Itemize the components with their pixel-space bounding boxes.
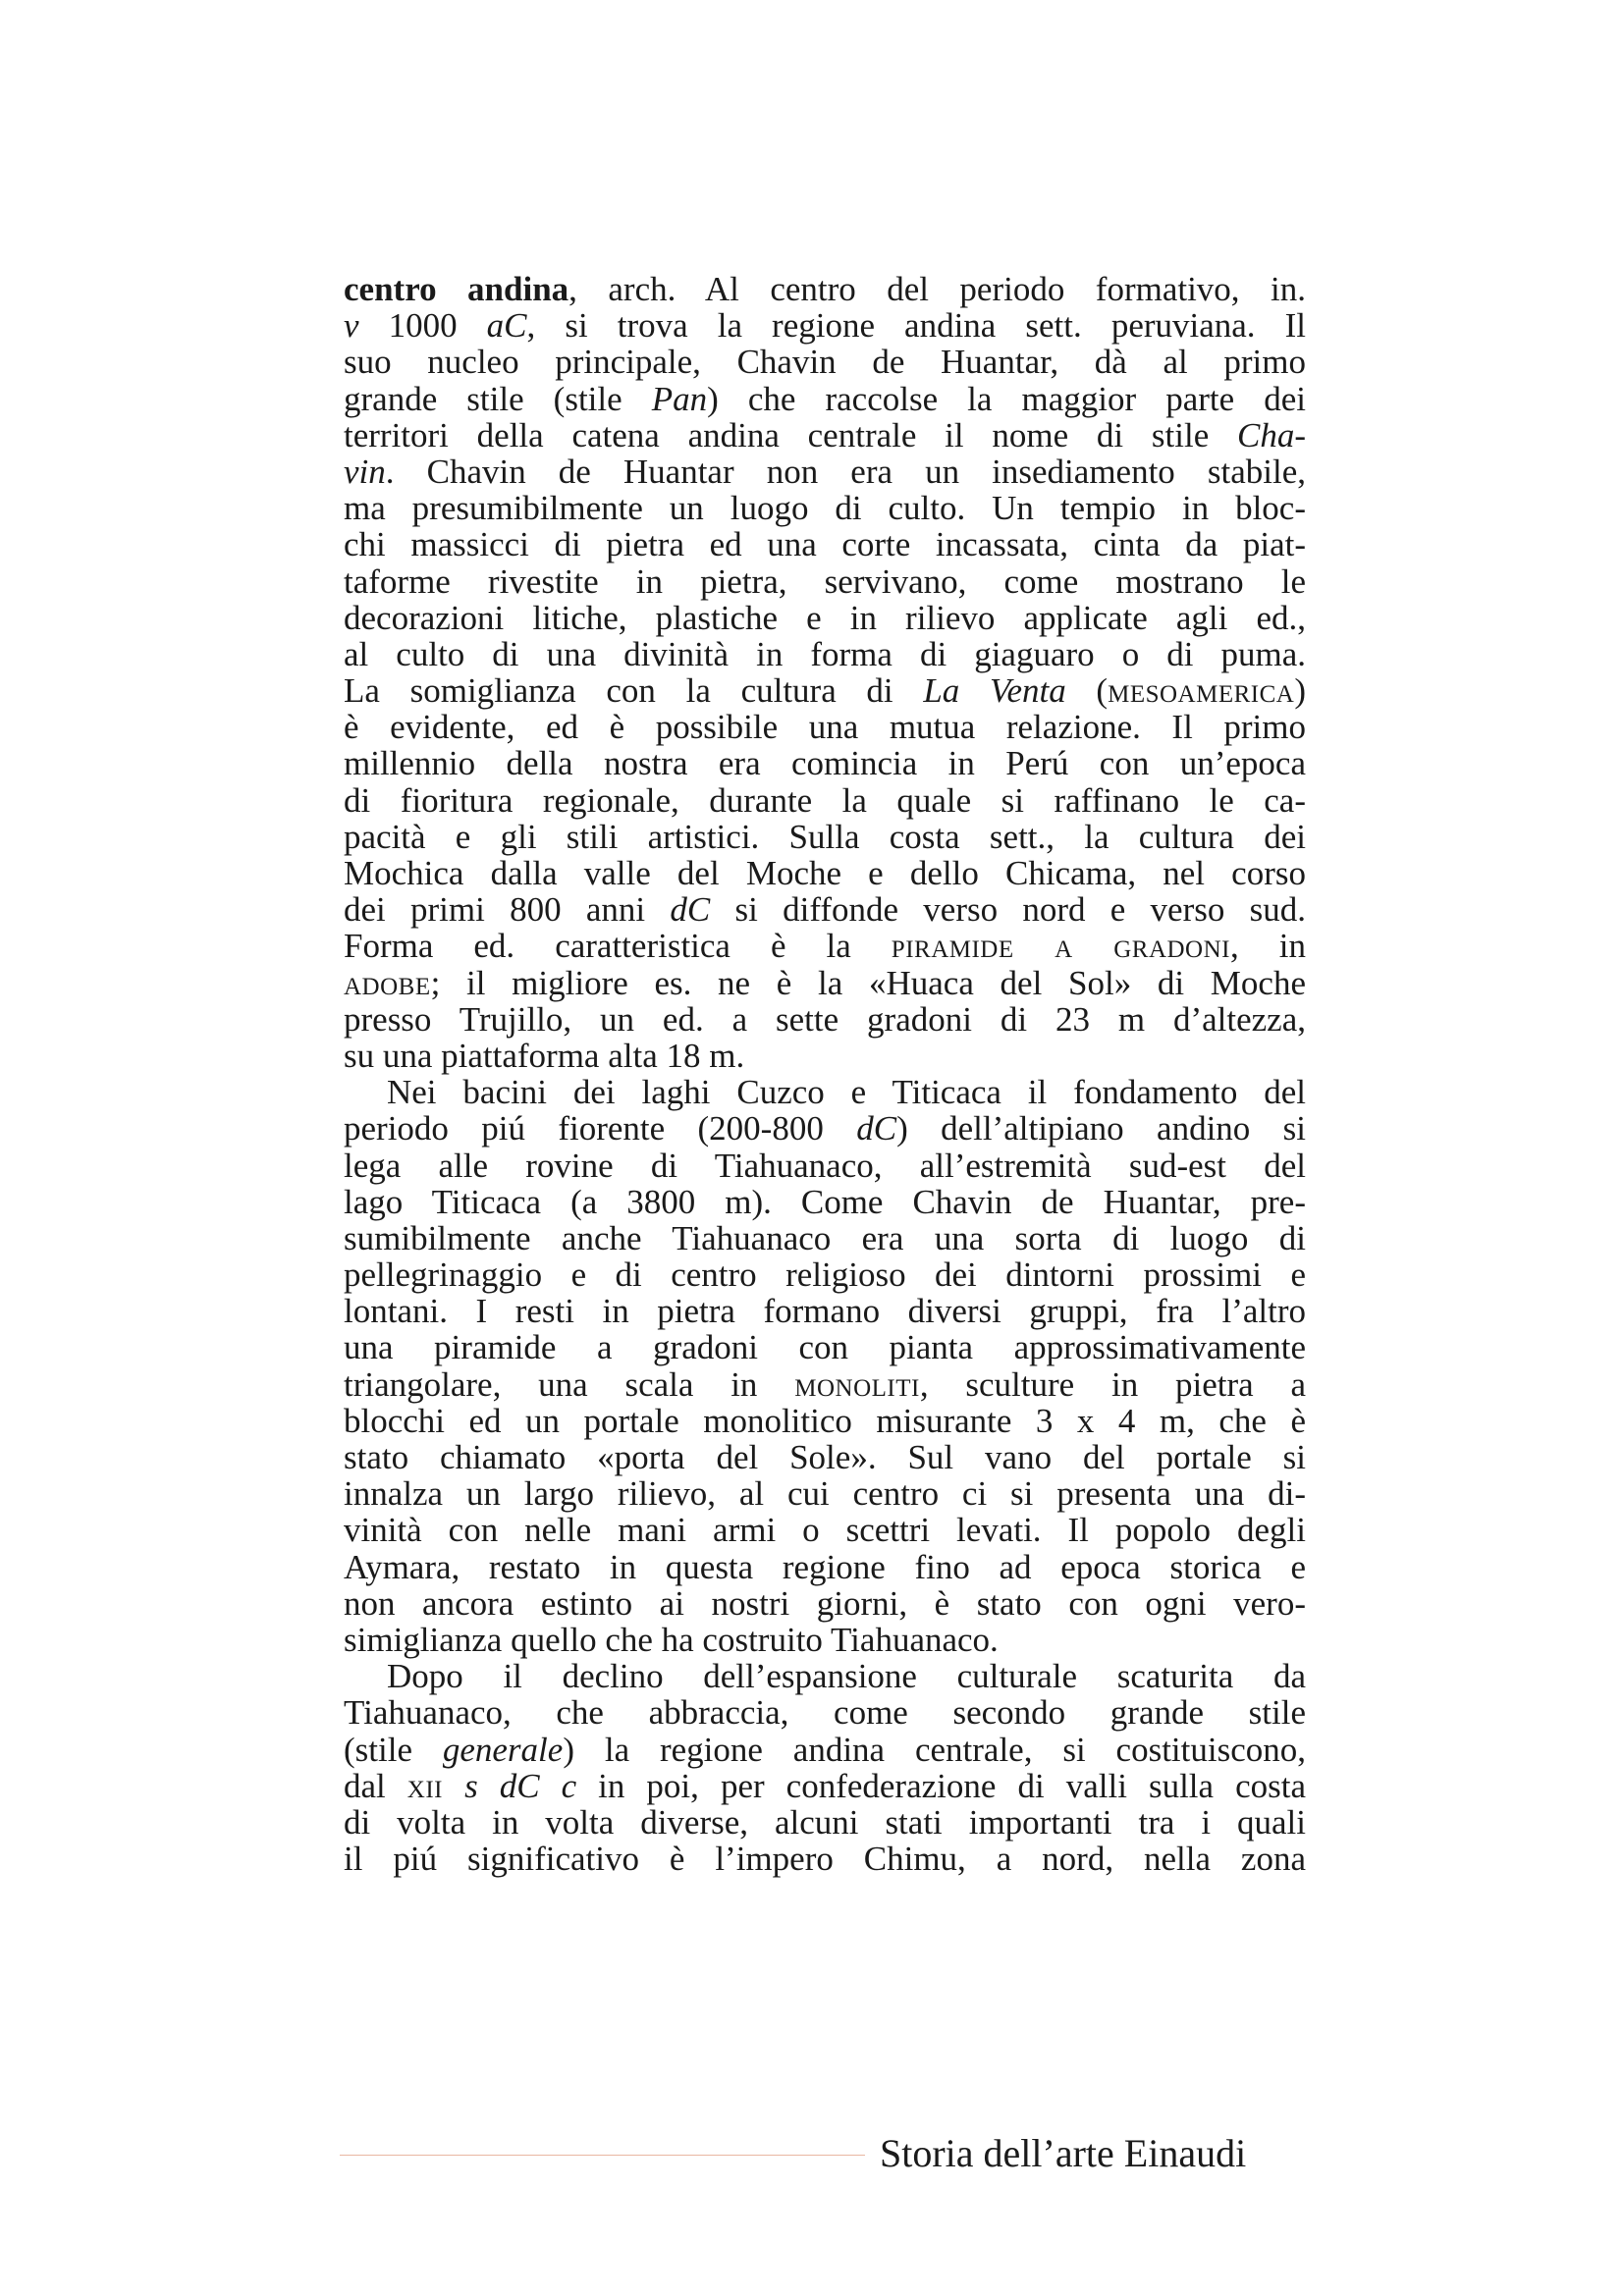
text-span-sc: mesoamerica [1108,671,1295,711]
text-span: stato chiamato «porta del Sole». Sul vano del portale si [344,1438,1306,1476]
text-span: una piramide a gradoni con pianta approssimativamente [344,1328,1306,1367]
text-span: lontani. I resti in pietra formano diversi gruppi, fra l’altro [344,1292,1306,1331]
text-line [344,745,1306,781]
text-line [344,526,1306,562]
text-span: dal [344,1766,407,1805]
text-line [344,454,1306,490]
text-span: ) che raccolse la maggior parte dei [707,379,1306,418]
text-span-sc: piramide a gradoni [891,927,1230,966]
text-span [443,1767,464,1805]
text-line [344,636,1306,672]
text-line [344,1110,1306,1147]
text-line [344,1732,1306,1768]
text-span: territori della catena andina centrale il nome di stile [344,415,1237,454]
text-span: millennio della nostra era comincia in Perú con un’epoca [344,744,1306,783]
text-span: ( [1065,671,1109,711]
text-line [344,1366,1306,1403]
text-span: di volta in volta diverse, alcuni stati importanti tra i quali [344,1802,1306,1842]
text-span: , si trova la regione andina sett. peruviana. Il [526,306,1306,346]
text-line [344,1439,1306,1475]
text-span: decorazioni litiche, plastiche e in rilievo applicate agli ed., [344,598,1306,637]
text-line [344,1658,1306,1694]
text-line [344,307,1306,344]
text-span: simiglianza quello che ha costruito Tiahuanaco. [344,1620,999,1659]
text-line [344,855,1306,891]
text-span-it: vin [344,452,386,491]
text-line [344,1293,1306,1329]
text-line [344,1475,1306,1512]
text-span: 1000 [358,306,487,346]
text-span: ma presumibilmente un luogo di culto. Un tempio in bloc- [344,489,1306,528]
text-span: è evidente, ed è possibile una mutua relazione. Il primo [344,708,1306,747]
footer-rule [340,2155,865,2156]
text-span: triangolare, una scala in [344,1364,795,1404]
text-span: sumibilmente anche Tiahuanaco era una sorta di luogo di [344,1218,1306,1257]
text-span: innalza un largo rilievo, al cui centro ci si presenta una di- [344,1474,1306,1514]
text-span: pellegrinaggio e di centro religioso dei dintorni prossimi e [344,1255,1306,1295]
text-line [344,1694,1306,1731]
text-line [344,1148,1306,1184]
text-line [344,381,1306,417]
text-span: Aymara, restato in questa regione fino ad epoca storica e [344,1547,1306,1586]
text-line [344,563,1306,600]
text-span: suo nucleo principale, Chavin de Huantar, dà al primo [344,343,1306,382]
text-span: il piú significativo è l’impero Chimu, a nord, nella zona [344,1840,1306,1879]
text-span-it: dC [856,1109,897,1148]
text-span-bold: centro andina [344,270,569,308]
text-span: in poi, per confederazione di valli sulla costa [576,1766,1307,1805]
text-span-it: dC [670,890,711,930]
text-span: non ancora estinto ai nostri giorni, è stato con ogni vero- [344,1583,1306,1623]
text-line [344,1256,1306,1293]
text-span: ; il migliore es. ne è la «Huaca del Sol» di Moche [430,963,1306,1002]
text-line [344,1512,1306,1548]
text-span: Tiahuanaco, che abbraccia, come secondo grande stile [344,1693,1306,1733]
text-line [344,1329,1306,1365]
text-span: La somiglianza con la cultura di [344,671,924,711]
text-span: si diffonde verso nord e verso sud. [710,890,1306,930]
text-line [344,344,1306,380]
text-span: ) dell’altipiano andino si [896,1109,1306,1148]
text-span: dei primi 800 anni [344,890,671,930]
text-line [344,1403,1306,1439]
text-line [344,490,1306,526]
text-line [344,417,1306,454]
text-span: pacità e gli stili artistici. Sulla costa sett., la cultura dei [344,817,1306,856]
text-span: chi massicci di pietra ed una corte incassata, cinta da piat- [344,525,1306,564]
text-line [344,819,1306,855]
text-line [344,782,1306,819]
text-line [344,1841,1306,1877]
text-span: Nei bacini dei laghi Cuzco e Titicaca il fondamento del [387,1073,1306,1112]
footer-title: Storia dell’arte Einaudi [880,2131,1247,2175]
text-span: ) [1294,671,1306,711]
text-line [344,271,1306,307]
text-span: blocchi ed un portale monolitico misurante 3 x 4 m, che è [344,1401,1306,1440]
text-line [344,1074,1306,1110]
text-span: di fioritura regionale, durante la quale si raffinano le ca- [344,780,1306,820]
text-span: , arch. Al centro del periodo formativo, in. [568,270,1306,308]
text-line [344,928,1306,964]
text-span: periodo piú fiorente (200-800 [344,1109,857,1148]
text-span-it: generale [442,1730,564,1769]
text-span-it: v [344,306,359,346]
text-line [344,600,1306,636]
text-span-sc: xii [406,1766,444,1805]
text-line [344,672,1306,709]
text-line [344,1220,1306,1256]
text-span: taforme rivestite in pietra, servivano, come mostrano le [344,561,1306,601]
text-line [344,1184,1306,1220]
text-span: Mochica dalla valle del Moche e dello Chicama, nel corso [344,854,1306,892]
text-span: presso Trujillo, un ed. a sette gradoni di 23 m d’altezza, [344,999,1306,1039]
text-line [344,1549,1306,1585]
text-span: ) la regione andina centrale, si costituiscono, [563,1730,1306,1769]
text-span-it: Pan [651,379,708,418]
text-span-it: La Venta [923,671,1066,711]
text-span: (stile [344,1730,443,1769]
text-span-it: s dC c [464,1766,577,1805]
text-line [344,965,1306,1001]
text-span: su una piattaforma alta 18 m. [344,1036,745,1075]
text-span: vinità con nelle mani armi o scettri levati. Il popolo degli [344,1511,1306,1550]
text-line [344,709,1306,745]
text-line [344,1804,1306,1841]
text-span: lago Titicaca (a 3800 m). Come Chavin de Huantar, pre- [344,1182,1306,1221]
text-span: , sculture in pietra a [919,1364,1306,1404]
text-span-sc: monoliti [794,1364,920,1404]
text-line [344,1768,1306,1804]
text-span: al culto di una divinità in forma di giaguaro o di puma. [344,634,1306,673]
text-span: , in [1230,927,1306,966]
text-line [344,1038,1306,1074]
text-span-it: aC [486,306,527,346]
text-span: Dopo il declino dell’espansione culturale scaturita da [387,1657,1306,1696]
text-line [344,891,1306,928]
text-span: Forma ed. caratteristica è la [344,927,892,966]
text-span-it: Cha- [1237,415,1306,454]
text-line [344,1585,1306,1622]
article-body [344,271,1306,1877]
text-span-sc: adobe [344,963,431,1002]
text-line [344,1622,1306,1658]
text-span: grande stile (stile [344,379,652,418]
text-line [344,1001,1306,1038]
text-span: . Chavin de Huantar non era un insediamento stabile, [385,452,1306,491]
text-span: lega alle rovine di Tiahuanaco, all’estremità sud-est del [344,1146,1306,1185]
